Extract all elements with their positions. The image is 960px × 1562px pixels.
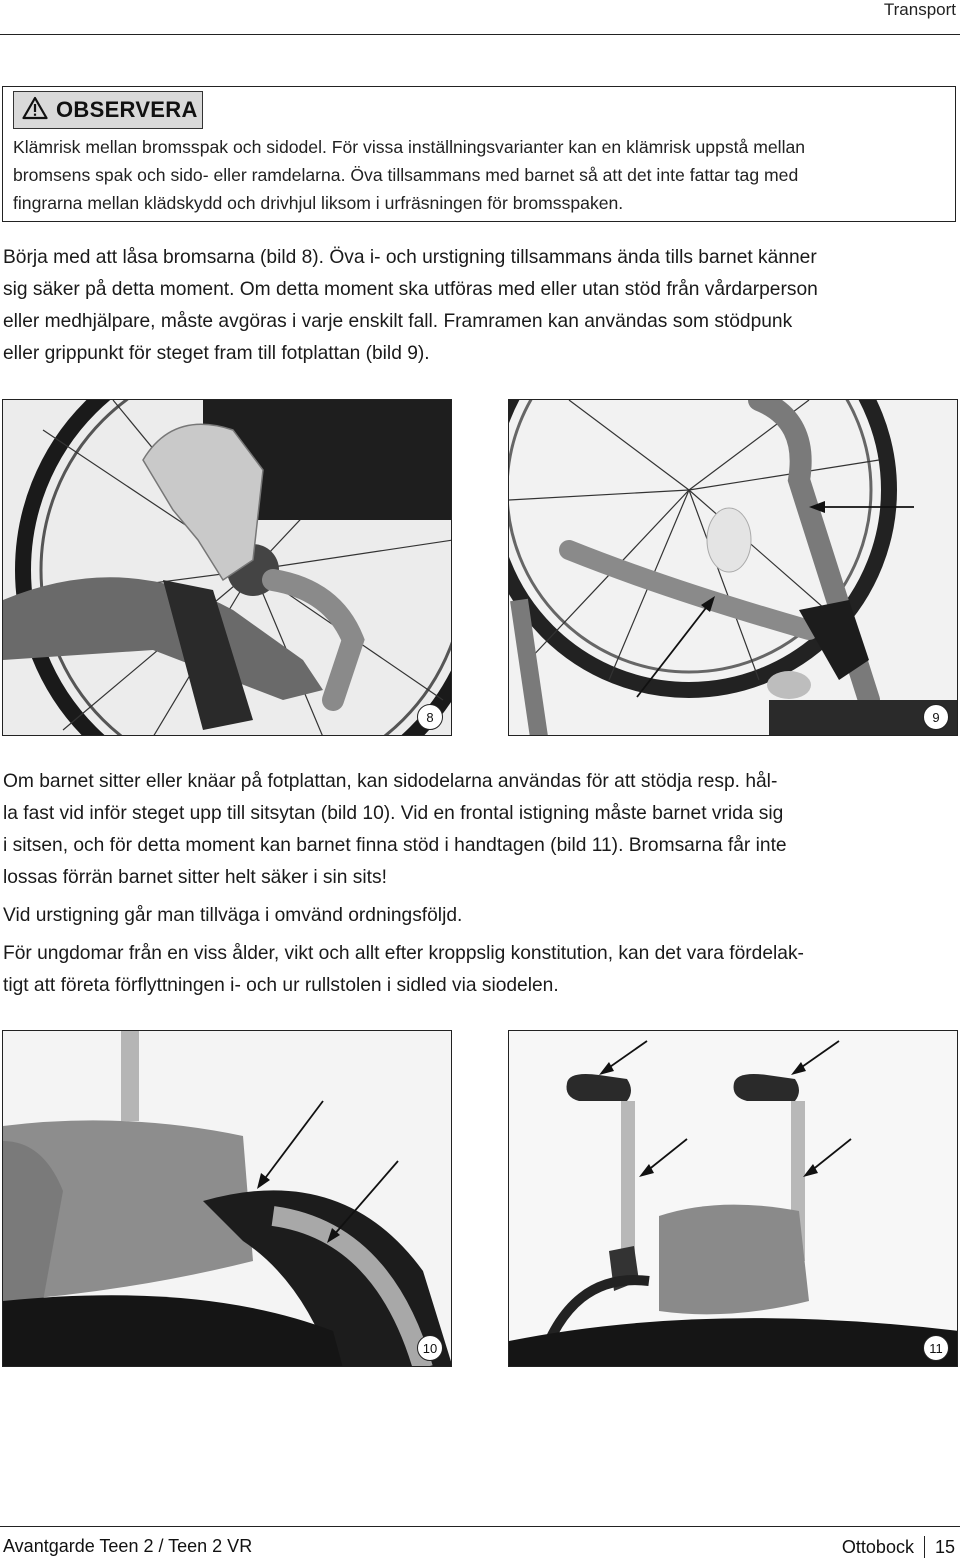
paragraph-line: sig säker på detta moment. Om detta moment ska utföras med eller utan stöd från vårdarperson — [3, 279, 818, 300]
paragraph-line: la fast vid inför steget upp till sitsytan (bild 10). Vid en frontal istigning måste barnet vrida sig — [3, 803, 784, 824]
paragraph-line: Om barnet sitter eller knäar på fotplattan, kan sidodelarna användas för att stödja resp. hål- — [3, 771, 778, 792]
paragraph-line: eller medhjälpare, måste avgöras i varje enskilt fall. Framramen kan användas som stödpunk — [3, 311, 793, 332]
paragraph-line: Börja med att låsa bromsarna (bild 8). Öva i- och urstigning tillsammans ända tills barnet känner — [3, 247, 817, 268]
footer-brand: Ottobock — [841, 1536, 914, 1557]
paragraph-side-support — [3, 766, 958, 894]
figure-number-badge: 10 — [417, 1335, 443, 1361]
page-number: 15 — [934, 1536, 955, 1557]
paragraph-line: i sitsen, och för detta moment kan barnet finna stöd i handtagen (bild 11). Bromsarna får inte — [3, 835, 787, 856]
warning-line: Klämrisk mellan bromsspak och sidodel. För vissa inställningsvarianter kan en klämrisk uppstå mellan — [13, 137, 806, 157]
warning-triangle-icon — [22, 96, 48, 125]
footer-document-title: Avantgarde Teen 2 / Teen 2 VR — [3, 1536, 253, 1556]
figure-number-badge: 11 — [923, 1335, 949, 1361]
paragraph-line: För ungdomar från en viss ålder, vikt och allt efter kroppslig konstitution, kan det vara fördelak- — [3, 943, 804, 964]
footer-brand-page — [842, 1536, 955, 1558]
figure-10-photo — [2, 1030, 452, 1367]
footer-separator — [924, 1536, 925, 1558]
warning-line: bromsens spak och sido- eller ramdelarna. Öva tillsammans med barnet så att det inte fattar tag med — [13, 165, 799, 185]
warning-text — [13, 133, 953, 217]
running-header-section: Transport — [883, 0, 956, 19]
figure-8-photo — [2, 399, 452, 736]
paragraph-line: eller grippunkt för steget fram till fotplattan (bild 9). — [3, 343, 430, 364]
figure-9-photo — [508, 399, 958, 736]
figure-number-badge: 9 — [923, 704, 949, 730]
warning-box — [2, 86, 956, 222]
figure-11-photo — [508, 1030, 958, 1367]
paragraph-youth — [3, 938, 958, 1002]
warning-label — [13, 91, 203, 129]
paragraph-line: lossas förrän barnet sitter helt säker i sin sits! — [3, 867, 387, 888]
paragraph-boarding — [3, 242, 958, 370]
figure-number-badge: 8 — [417, 704, 443, 730]
header-divider — [0, 34, 960, 35]
paragraph-exit: Vid urstigning går man tillväga i omvänd ordningsföljd. — [3, 905, 463, 926]
footer-divider — [0, 1526, 960, 1527]
paragraph-line: tigt att företa förflyttningen i- och ur rullstolen i sidled via siodelen. — [3, 975, 559, 996]
warning-label-text: OBSERVERA — [56, 97, 198, 122]
warning-line: fingrarna mellan klädskydd och drivhjul liksom i urfräsningen för bromsspaken. — [13, 193, 624, 213]
